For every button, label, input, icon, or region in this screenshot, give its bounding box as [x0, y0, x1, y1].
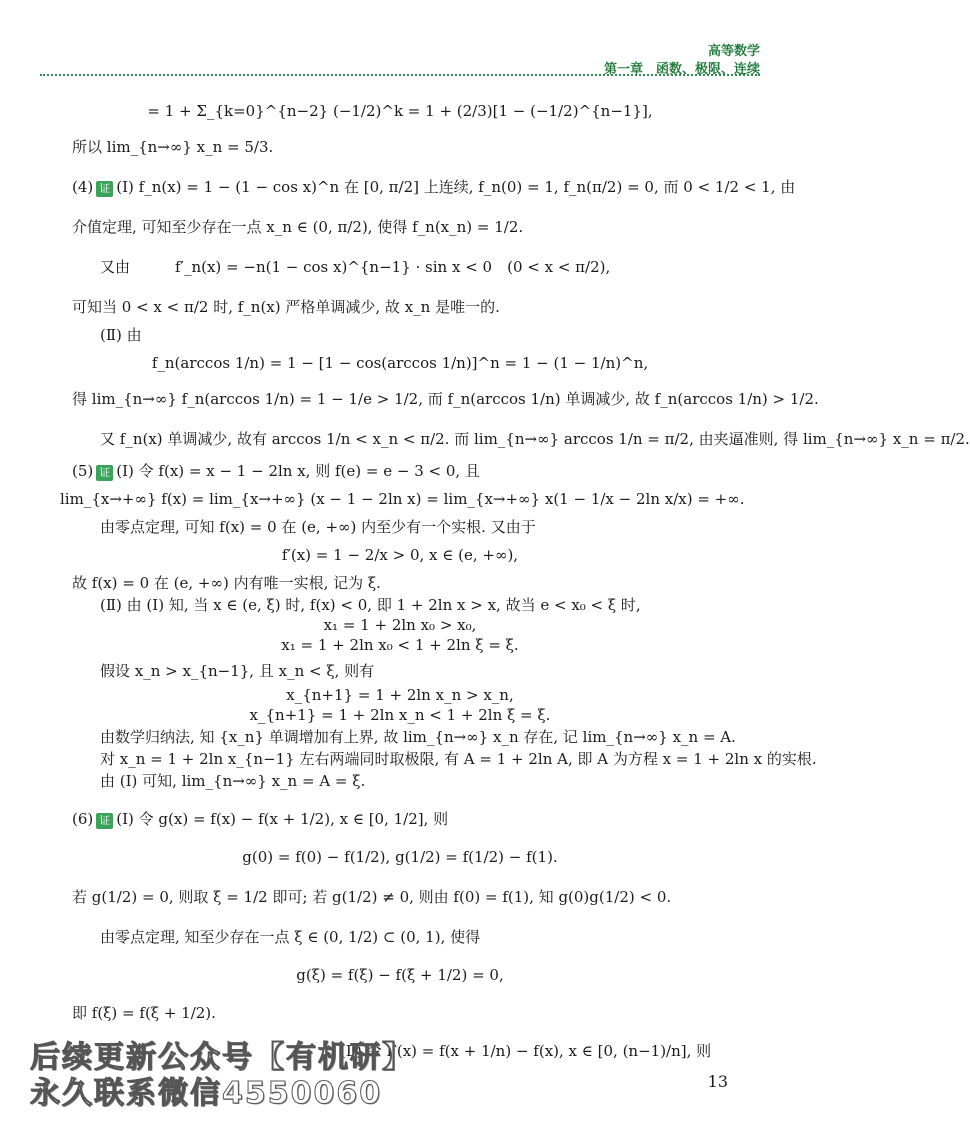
text-line: 若 g(1/2) = 0, 则取 ξ = 1/2 即可; 若 g(1/2) ≠ 0, 则由 f(0) = f(1), 知 g(0)g(1/2) < 0.	[72, 888, 672, 906]
item-5-line	[72, 460, 740, 482]
formula-line: g(ξ) = f(ξ) − f(ξ + 1/2) = 0,	[296, 966, 504, 984]
text-line: 故 f(x) = 0 在 (e, +∞) 内有唯一实根, 记为 ξ.	[72, 574, 381, 592]
text-line: (Ⅰ) f_n(x) = 1 − (1 − cos x)^n 在 [0, π/2] 上连续, f_n(0) = 1, f_n(π/2) = 0, 而 0 < 1/2 < 1, 由	[116, 178, 796, 196]
formula-line: f_n(arccos 1/n) = 1 − [1 − cos(arccos 1/n)]^n = 1 − (1 − 1/n)^n,	[151, 354, 649, 372]
formula-line: 又由 f′_n(x) = −n(1 − cos x)^{n−1} · sin x < 0 (0 < x < π/2),	[100, 258, 611, 276]
text-line: (Ⅱ) 由	[100, 326, 142, 344]
chapter-title: 第一章 函数、极限、连续	[603, 62, 760, 77]
item-4-line	[72, 176, 796, 198]
text-line: 由零点定理, 可知 f(x) = 0 在 (e, +∞) 内至少有一个实根. 又由于	[100, 518, 536, 536]
text-line: 介值定理, 可知至少存在一点 x_n ∈ (0, π/2), 使得 f_n(x_n) = 1/2.	[72, 218, 524, 236]
formula-line: = 1 + Σ_{k=0}^{n−2} (−1/2)^k = 1 + (2/3)[1 − (−1/2)^{n−1}],	[147, 102, 653, 120]
proof-badge: 证	[96, 181, 113, 197]
formula-line: g(0) = f(0) − f(1/2), g(1/2) = f(1/2) − f(1).	[242, 848, 558, 866]
formula-line: lim_{x→+∞} f(x) = lim_{x→+∞} (x − 1 − 2ln x) = lim_{x→+∞} x(1 − 1/x − 2ln x/x) = +∞.	[60, 490, 745, 508]
item-label: (5)	[72, 462, 94, 480]
text-line: 可知当 0 < x < π/2 时, f_n(x) 严格单调减少, 故 x_n 是唯一的.	[72, 298, 500, 316]
formula-line: x₁ = 1 + 2ln x₀ > x₀,	[323, 616, 477, 634]
watermark-line-1: 后续更新公众号【有机研】	[30, 1040, 414, 1075]
text-line: (Ⅰ) 令 g(x) = f(x) − f(x + 1/2), x ∈ [0, 1/2], 则	[116, 810, 449, 828]
text-line: 由零点定理, 知至少存在一点 ξ ∈ (0, 1/2) ⊂ (0, 1), 使得	[100, 928, 481, 946]
item-6-line	[72, 808, 740, 830]
text-line: 所以 lim_{n→∞} x_n = 5/3.	[72, 138, 274, 156]
text-line: (Ⅱ) 由 (Ⅰ) 知, 当 x ∈ (e, ξ) 时, f(x) < 0, 即 1 + 2ln x > x, 故当 e < x₀ < ξ 时,	[100, 596, 641, 614]
text-line: 由 (Ⅰ) 可知, lim_{n→∞} x_n = A = ξ.	[100, 772, 366, 790]
page-number: 13	[707, 1072, 728, 1091]
item-label: (6)	[72, 810, 94, 828]
formula-line: x_{n+1} = 1 + 2ln x_n > x_n,	[286, 686, 514, 704]
watermark-line-2: 永久联系微信4550060	[30, 1076, 383, 1111]
text-line: (Ⅰ) 令 f(x) = x − 1 − 2ln x, 则 f(e) = e − 3 < 0, 且	[116, 462, 480, 480]
text-line: 由数学归纳法, 知 {x_n} 单调增加有上界, 故 lim_{n→∞} x_n 存在, 记 lim_{n→∞} x_n = A.	[100, 728, 736, 746]
proof-badge: 证	[96, 465, 113, 481]
text-line: 又 f_n(x) 单调减少, 故有 arccos 1/n < x_n < π/2. 而 lim_{n→∞} arccos 1/n = π/2, 由夹逼准则, 得 lim_{n→∞} x_n = π/2.	[100, 430, 970, 448]
item-label: (4)	[72, 178, 94, 196]
formula-line: x_{n+1} = 1 + 2ln x_n < 1 + 2ln ξ = ξ.	[249, 706, 551, 724]
formula-line: x₁ = 1 + 2ln x₀ < 1 + 2ln ξ = ξ.	[281, 636, 519, 654]
header-divider	[40, 74, 760, 76]
proof-badge: 证	[96, 813, 113, 829]
text-line: 假设 x_n > x_{n−1}, 且 x_n < ξ, 则有	[100, 662, 375, 680]
formula-line: f′(x) = 1 − 2/x > 0, x ∈ (e, +∞),	[281, 546, 519, 564]
text-line: 得 lim_{n→∞} f_n(arccos 1/n) = 1 − 1/e > 1/2, 而 f_n(arccos 1/n) 单调减少, 故 f_n(arccos 1/n) > 1/2.	[72, 390, 819, 408]
text-line: (Ⅱ) 令 F(x) = f(x + 1/n) − f(x), x ∈ [0, (n−1)/n], 则	[340, 1042, 712, 1060]
text-line: 对 x_n = 1 + 2ln x_{n−1} 左右两端同时取极限, 有 A = 1 + 2ln A, 即 A 为方程 x = 1 + 2ln x 的实根.	[100, 750, 817, 768]
book-title: 高等数学	[707, 44, 760, 59]
text-line: 即 f(ξ) = f(ξ + 1/2).	[72, 1004, 216, 1022]
